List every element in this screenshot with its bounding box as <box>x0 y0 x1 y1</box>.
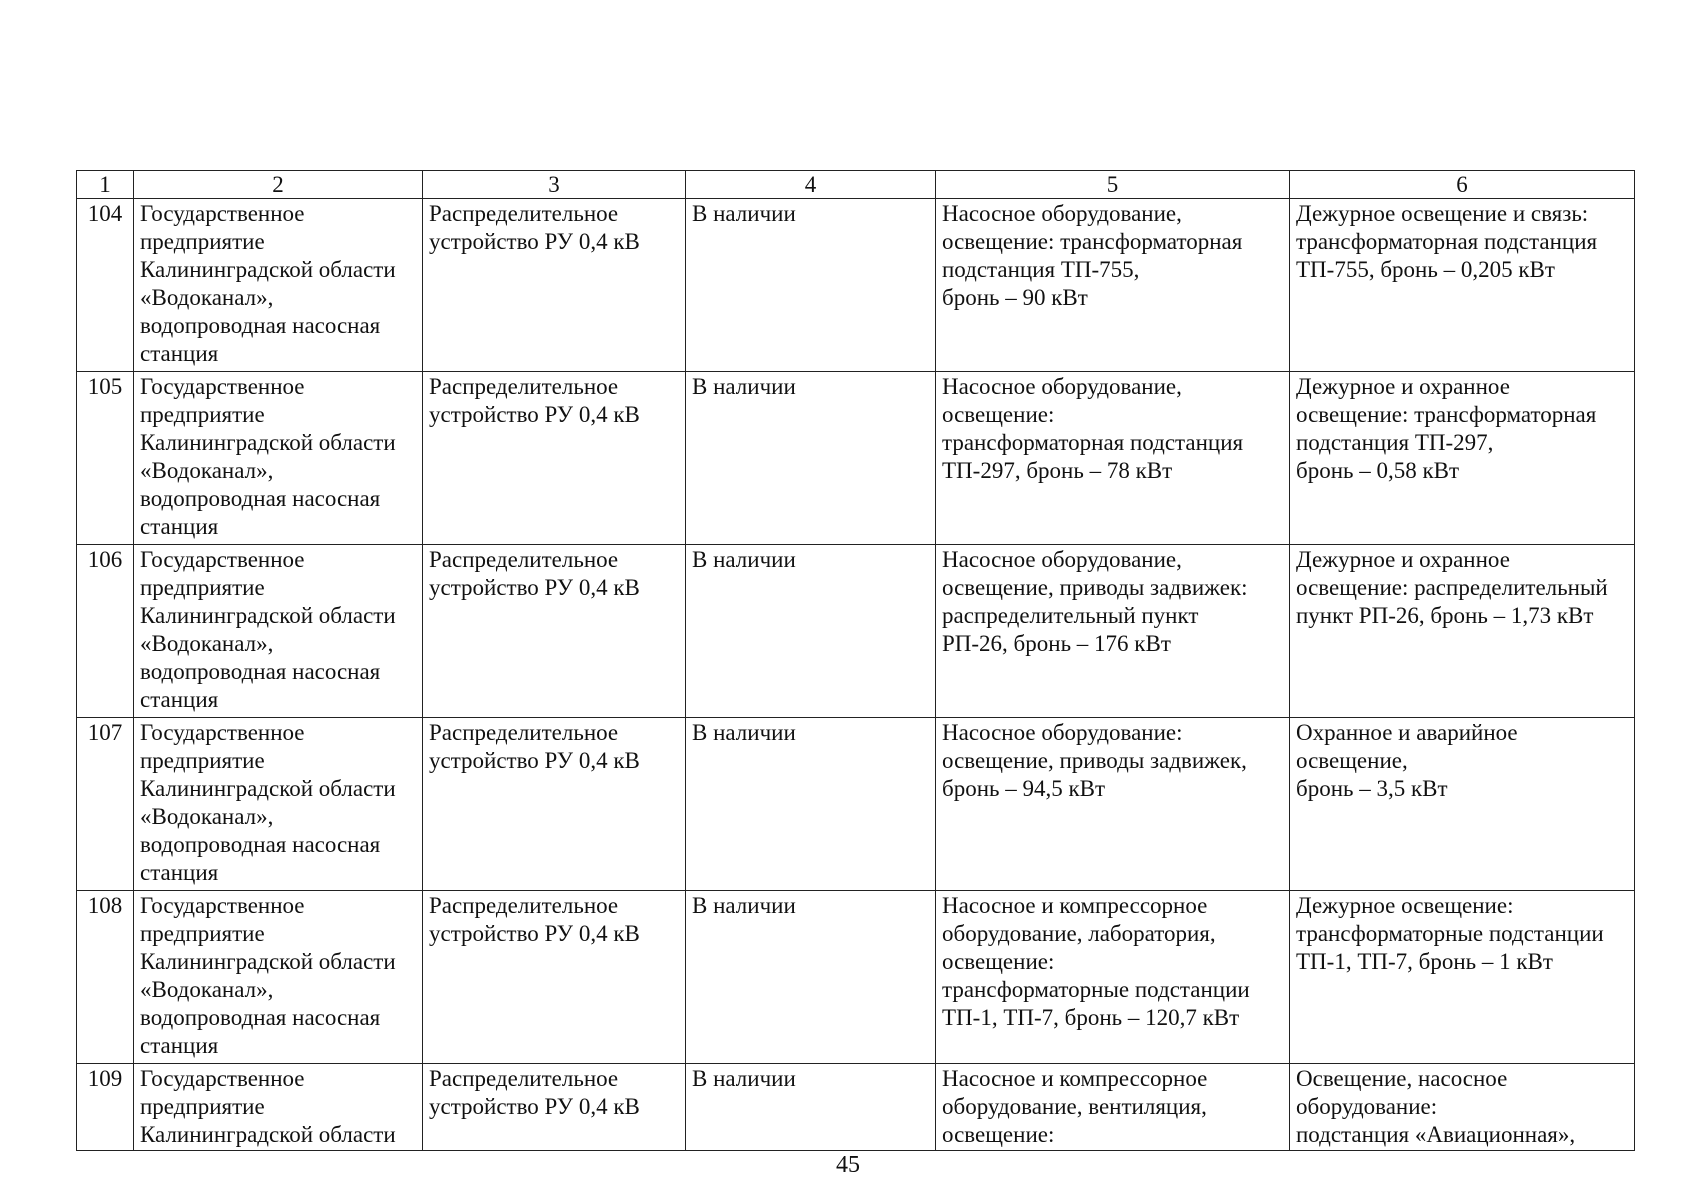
device-cell: Распределительное устройство РУ 0,4 кВ <box>423 199 686 372</box>
status-cell: В наличии <box>686 1064 936 1151</box>
equipment-cell: Насосное оборудование, освещение: трансформаторная подстанция ТП-297, бронь – 78 кВт <box>936 372 1290 545</box>
status-cell: В наличии <box>686 199 936 372</box>
table-row <box>77 1064 1635 1151</box>
organization-cell: Государственное предприятие Калининградской области <box>134 1064 423 1151</box>
column-header: 6 <box>1290 171 1635 199</box>
row-number: 108 <box>77 891 134 1064</box>
column-header: 3 <box>423 171 686 199</box>
organization-cell: Государственное предприятие Калининградской области «Водоканал», водопроводная насосная станция <box>134 372 423 545</box>
row-number: 104 <box>77 199 134 372</box>
row-number: 107 <box>77 718 134 891</box>
column-header: 1 <box>77 171 134 199</box>
status-cell: В наличии <box>686 718 936 891</box>
equipment-cell: Насосное оборудование, освещение, приводы задвижек: распределительный пункт РП-26, бронь – 176 кВт <box>936 545 1290 718</box>
status-cell: В наличии <box>686 891 936 1064</box>
device-cell: Распределительное устройство РУ 0,4 кВ <box>423 1064 686 1151</box>
organization-cell: Государственное предприятие Калининградской области «Водоканал», водопроводная насосная станция <box>134 718 423 891</box>
table-row <box>77 545 1635 718</box>
reserve-cell: Дежурное освещение: трансформаторные подстанции ТП-1, ТП-7, бронь – 1 кВт <box>1290 891 1635 1064</box>
device-cell: Распределительное устройство РУ 0,4 кВ <box>423 891 686 1064</box>
table-row <box>77 199 1635 372</box>
equipment-cell: Насосное оборудование, освещение: трансформаторная подстанция ТП-755, бронь – 90 кВт <box>936 199 1290 372</box>
equipment-cell: Насосное и компрессорное оборудование, лаборатория, освещение: трансформаторные подстанции ТП-1, ТП-7, бронь – 120,7 кВт <box>936 891 1290 1064</box>
table-row <box>77 718 1635 891</box>
device-cell: Распределительное устройство РУ 0,4 кВ <box>423 372 686 545</box>
organization-cell: Государственное предприятие Калининградской области «Водоканал», водопроводная насосная станция <box>134 545 423 718</box>
reserve-cell: Дежурное освещение и связь: трансформаторная подстанция ТП-755, бронь – 0,205 кВт <box>1290 199 1635 372</box>
row-number: 105 <box>77 372 134 545</box>
reserve-cell: Охранное и аварийное освещение, бронь – 3,5 кВт <box>1290 718 1635 891</box>
table-row <box>77 372 1635 545</box>
table-row <box>77 891 1635 1064</box>
table-header-row <box>77 171 1635 199</box>
column-header: 2 <box>134 171 423 199</box>
equipment-cell: Насосное и компрессорное оборудование, вентиляция, освещение: <box>936 1064 1290 1151</box>
device-cell: Распределительное устройство РУ 0,4 кВ <box>423 545 686 718</box>
reserve-cell: Дежурное и охранное освещение: распределительный пункт РП-26, бронь – 1,73 кВт <box>1290 545 1635 718</box>
row-number: 109 <box>77 1064 134 1151</box>
equipment-cell: Насосное оборудование: освещение, приводы задвижек, бронь – 94,5 кВт <box>936 718 1290 891</box>
organization-cell: Государственное предприятие Калининградской области «Водоканал», водопроводная насосная станция <box>134 199 423 372</box>
column-header: 5 <box>936 171 1290 199</box>
column-header: 4 <box>686 171 936 199</box>
reserve-cell: Освещение, насосное оборудование: подстанция «Авиационная», <box>1290 1064 1635 1151</box>
organization-cell: Государственное предприятие Калининградской области «Водоканал», водопроводная насосная станция <box>134 891 423 1064</box>
device-cell: Распределительное устройство РУ 0,4 кВ <box>423 718 686 891</box>
reserve-cell: Дежурное и охранное освещение: трансформаторная подстанция ТП-297, бронь – 0,58 кВт <box>1290 372 1635 545</box>
data-table <box>76 170 1635 1151</box>
row-number: 106 <box>77 545 134 718</box>
status-cell: В наличии <box>686 545 936 718</box>
status-cell: В наличии <box>686 372 936 545</box>
page-number: 45 <box>836 1152 860 1178</box>
